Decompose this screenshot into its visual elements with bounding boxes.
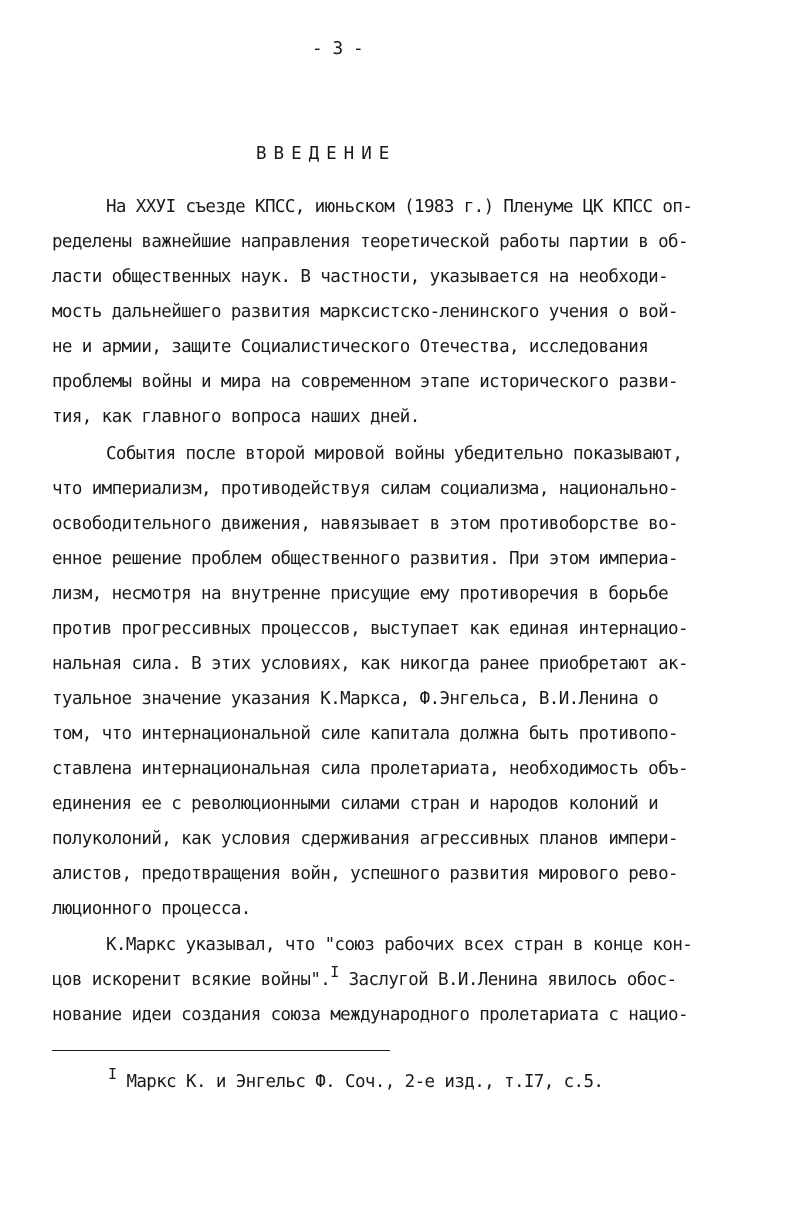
text-line: ласти общественных наук. В частности, указывается на необходи- [52, 267, 669, 287]
footnote-reference: I [330, 963, 339, 981]
text-line: мость дальнейшего развития марксистско-ленинского учения о вой- [52, 302, 678, 322]
text-line: том, что интернациональной силе капитала должна быть противопо- [52, 724, 678, 744]
text-line: ставлена интернациональная сила пролетариата, необходимость объ- [52, 759, 688, 779]
text-line: проблемы войны и мира на современном этапе исторического разви- [52, 372, 678, 392]
text-line: полуколоний, как условия сдерживания агрессивных планов импери- [52, 829, 678, 849]
text-line: нование идеи создания союза международного пролетариата с нацио- [52, 1005, 688, 1025]
text-line: События после второй мировой войны убедительно показывают, [106, 444, 683, 464]
footnote [108, 1065, 604, 1092]
text-line: против прогрессивных процессов, выступает как единая интернацио- [52, 619, 688, 639]
text-line: туальное значение указания К.Маркса, Ф.Энгельса, В.И.Ленина о [52, 689, 659, 709]
text-line-start: цов искоренит всякие войны". [52, 970, 331, 990]
text-line [52, 963, 677, 990]
text-line: К.Маркс указывал, что "союз рабочих всех стран в конце кон- [106, 935, 693, 955]
text-line: алистов, предотвращения войн, успешного развития мирового рево- [52, 864, 678, 884]
text-line-end: Заслугой В.И.Ленина явилось обос- [338, 970, 677, 990]
text-line: освободительного движения, навязывает в этом противоборстве во- [52, 514, 678, 534]
text-line: На ХХУI съезде КПСС, июньском (1983 г.) Пленуме ЦК КПСС оп- [106, 197, 693, 217]
text-line: ределены важнейшие направления теоретической работы партии в об- [52, 232, 688, 252]
text-line: что империализм, противодействуя силам социализма, национально- [52, 479, 678, 499]
text-line: лизм, несмотря на внутренне присущие ему противоречия в борьбе [52, 584, 669, 604]
footnote-divider [52, 1050, 390, 1051]
footnote-marker: I [108, 1065, 117, 1083]
page-number: - 3 - [311, 38, 364, 59]
text-line: не и армии, защите Социалистического Отечества, исследования [52, 337, 649, 357]
section-heading: ВВЕДЕНИЕ [256, 144, 397, 164]
text-line: тия, как главного вопроса наших дней. [52, 407, 420, 427]
text-line: нальная сила. В этих условиях, как никогда ранее приобретают ак- [52, 654, 688, 674]
text-line: единения ее с революционными силами стран и народов колоний и [52, 794, 659, 814]
text-line: люционного процесса. [52, 899, 251, 919]
text-line: енное решение проблем общественного развития. При этом империа- [52, 549, 678, 569]
footnote-text: Маркс К. и Энгельс Ф. Соч., 2-е изд., т.I7, с.5. [126, 1072, 604, 1092]
